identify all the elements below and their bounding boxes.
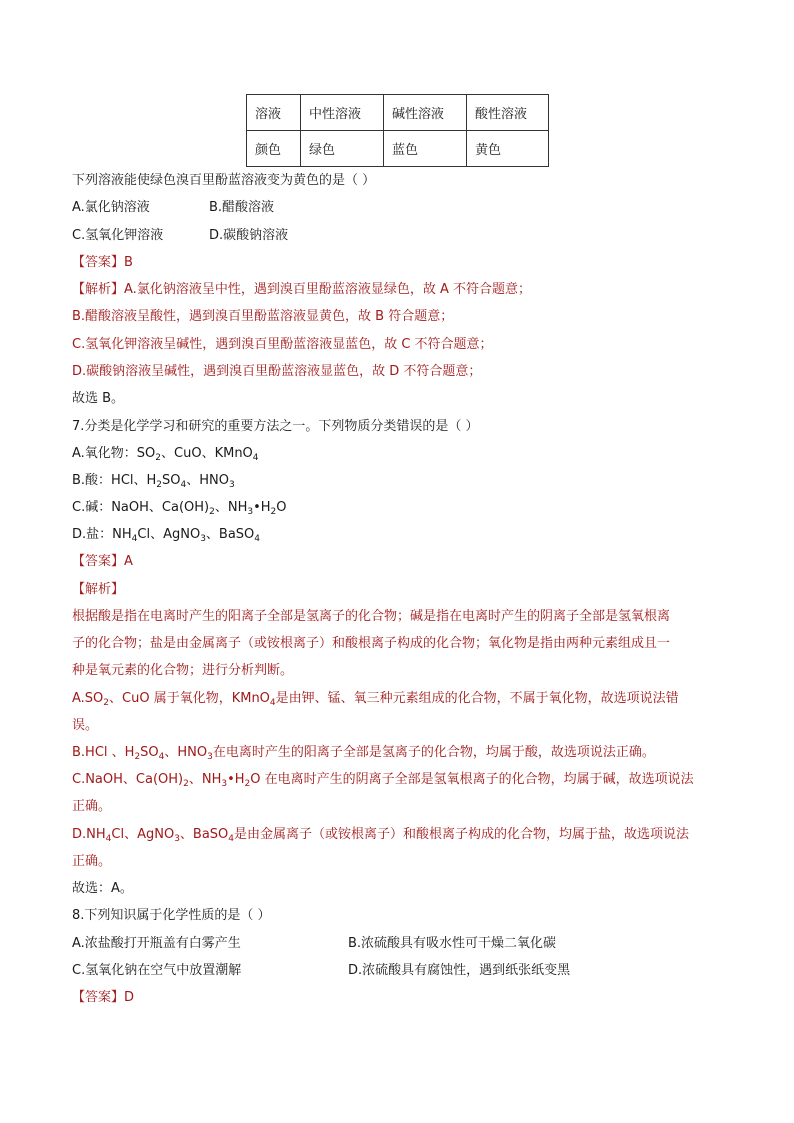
table-cell: 黄色 bbox=[467, 131, 549, 167]
analysis-text: 、CuO 属于氧化物，KMnO bbox=[109, 691, 270, 706]
option-text: 、CuO、KMnO bbox=[161, 446, 253, 461]
analysis-text: 是由钾、锰、氧三种元素组成的化合物，不属于氧化物，故选项说法错 bbox=[275, 691, 679, 706]
analysis-text: B.HCl 、H bbox=[72, 745, 135, 760]
conclusion: 故选：A。 bbox=[72, 881, 133, 896]
subscript: 3 bbox=[247, 507, 254, 517]
table-cell: 蓝色 bbox=[384, 131, 467, 167]
subscript: 4 bbox=[254, 534, 261, 544]
question-stem: 8.下列知识属于化学性质的是（ ） bbox=[72, 908, 271, 923]
analysis-line: D.碳酸钠溶液呈碱性，遇到溴百里酚蓝溶液显蓝色，故 D 不符合题意； bbox=[72, 364, 482, 379]
subscript: 4 bbox=[180, 480, 187, 490]
subscript: 4 bbox=[105, 834, 112, 844]
analysis-line: 误。 bbox=[72, 718, 99, 733]
option-text: SO bbox=[162, 473, 181, 488]
table-cell: 碱性溶液 bbox=[384, 95, 467, 131]
analysis-line bbox=[72, 826, 689, 844]
option-a: A.浓盐酸打开瓶盖有白雾产生 bbox=[72, 936, 241, 951]
option-a bbox=[72, 445, 259, 463]
answer-label: 【答案】 bbox=[72, 554, 125, 569]
answer bbox=[72, 254, 133, 272]
subscript: 2 bbox=[244, 779, 251, 789]
analysis-line bbox=[72, 744, 655, 762]
analysis-line bbox=[72, 690, 679, 708]
table-cell: 酸性溶液 bbox=[467, 95, 549, 131]
option-text: 、HNO bbox=[186, 473, 229, 488]
analysis-text: •H bbox=[227, 772, 245, 787]
option-text: B.酸：HCl、H bbox=[72, 473, 157, 488]
option-d: D.碳酸钠溶液 bbox=[209, 228, 289, 243]
answer bbox=[72, 989, 134, 1007]
analysis-line: 种是氧元素的化合物；进行分析判断。 bbox=[72, 663, 294, 678]
subscript: 2 bbox=[156, 480, 163, 490]
analysis-label: 【解析】 bbox=[72, 582, 125, 597]
table-row bbox=[247, 131, 549, 167]
option-text: A.氧化物：SO bbox=[72, 446, 156, 461]
subscript: 2 bbox=[155, 453, 162, 463]
analysis-text: 、HNO bbox=[164, 745, 208, 760]
answer-label: 【答案】 bbox=[72, 990, 125, 1005]
analysis-text: A.氯化钠溶液呈中性，遇到溴百里酚蓝溶液显绿色，故 A 不符合题意； bbox=[124, 282, 531, 297]
option-d bbox=[72, 526, 260, 544]
subscript: 2 bbox=[103, 698, 110, 708]
analysis-line: 正确。 bbox=[72, 854, 112, 869]
option-text: 、BaSO bbox=[205, 527, 255, 542]
option-b: B.醋酸溶液 bbox=[209, 200, 275, 215]
subscript: 3 bbox=[228, 480, 235, 490]
answer-label: 【答案】 bbox=[72, 255, 125, 270]
option-a: A.氯化钠溶液 bbox=[72, 200, 150, 215]
question-stem: 下列溶液能使绿色溴百里酚蓝溶液变为黄色的是（ ） bbox=[72, 173, 376, 188]
option-c: C.氢氧化钠在空气中放置潮解 bbox=[72, 963, 242, 978]
subscript: 4 bbox=[158, 752, 165, 762]
option-text: C.碱：NaOH、Ca(OH) bbox=[72, 500, 210, 515]
table-row bbox=[247, 95, 549, 131]
analysis-line: B.醋酸溶液呈酸性，遇到溴百里酚蓝溶液显黄色，故 B 符合题意； bbox=[72, 309, 454, 324]
analysis-text: 、NH bbox=[188, 772, 222, 787]
option-text: •H bbox=[253, 500, 271, 515]
subscript: 3 bbox=[221, 779, 228, 789]
answer-value: D bbox=[124, 990, 135, 1005]
analysis-line bbox=[72, 281, 531, 299]
option-text: D.盐：NH bbox=[72, 527, 132, 542]
answer-value: A bbox=[124, 554, 133, 569]
analysis-line: C.氢氧化钾溶液呈碱性，遇到溴百里酚蓝溶液显蓝色，故 C 不符合题意； bbox=[72, 337, 493, 352]
answer-value: B bbox=[124, 255, 133, 270]
analysis-label: 【解析】 bbox=[72, 282, 125, 297]
table-cell: 溶液 bbox=[247, 95, 301, 131]
option-c: C.氢氧化钾溶液 bbox=[72, 228, 164, 243]
analysis-line: 正确。 bbox=[72, 799, 112, 814]
conclusion: 故选 B。 bbox=[72, 391, 125, 406]
subscript: 3 bbox=[207, 752, 213, 762]
subscript: 4 bbox=[269, 698, 276, 708]
option-text: Cl、AgNO bbox=[137, 527, 201, 542]
option-b bbox=[72, 472, 235, 490]
indicator-color-table bbox=[246, 94, 549, 167]
table-cell: 中性溶液 bbox=[301, 95, 384, 131]
table-cell: 绿色 bbox=[301, 131, 384, 167]
option-text: 、NH bbox=[214, 500, 248, 515]
analysis-line: 根据酸是指在电离时产生的阳离子全部是氢离子的化合物；碱是指在电离时产生的阴离子全部是氢氧根离 bbox=[72, 609, 671, 624]
option-text: O bbox=[276, 500, 287, 515]
table-cell: 颜色 bbox=[247, 131, 301, 167]
subscript: 2 bbox=[183, 779, 189, 789]
subscript: 4 bbox=[131, 534, 138, 544]
answer bbox=[72, 553, 133, 571]
analysis-text: O 在电离时产生的阴离子全部是氢氧根离子的化合物，均属于碱，故选项说法 bbox=[250, 772, 694, 787]
question-stem: 7.分类是化学学习和研究的重要方法之一。下列物质分类错误的是（ ） bbox=[72, 419, 479, 434]
subscript: 3 bbox=[174, 834, 180, 844]
subscript: 4 bbox=[252, 453, 259, 463]
analysis-text: D.NH bbox=[72, 827, 106, 842]
analysis-text: Cl、AgNO bbox=[111, 827, 175, 842]
analysis-text: 是由金属离子（或铵根离子）和酸根离子构成的化合物，均属于盐，故选项说法 bbox=[234, 827, 690, 842]
subscript: 2 bbox=[270, 507, 277, 517]
analysis-text: 在电离时产生的阳离子全部是氢离子的化合物，均属于酸，故选项说法正确。 bbox=[212, 745, 655, 760]
option-d: D.浓硫酸具有腐蚀性，遇到纸张纸变黑 bbox=[348, 963, 571, 978]
subscript: 4 bbox=[228, 834, 235, 844]
analysis-text: 、BaSO bbox=[179, 827, 229, 842]
analysis-text: A.SO bbox=[72, 691, 104, 706]
analysis-line: 子的化合物；盐是由金属离子（或铵根离子）和酸根离子构成的化合物；氧化物是指由两种元素组成且一 bbox=[72, 636, 671, 651]
analysis-text: C.NaOH、Ca(OH) bbox=[72, 772, 184, 787]
analysis-line bbox=[72, 771, 694, 789]
analysis-text: SO bbox=[140, 745, 159, 760]
subscript: 3 bbox=[200, 534, 206, 544]
option-b: B.浓硫酸具有吸水性可干燥二氧化碳 bbox=[348, 936, 557, 951]
subscript: 2 bbox=[209, 507, 215, 517]
option-c bbox=[72, 499, 287, 517]
subscript: 2 bbox=[134, 752, 141, 762]
